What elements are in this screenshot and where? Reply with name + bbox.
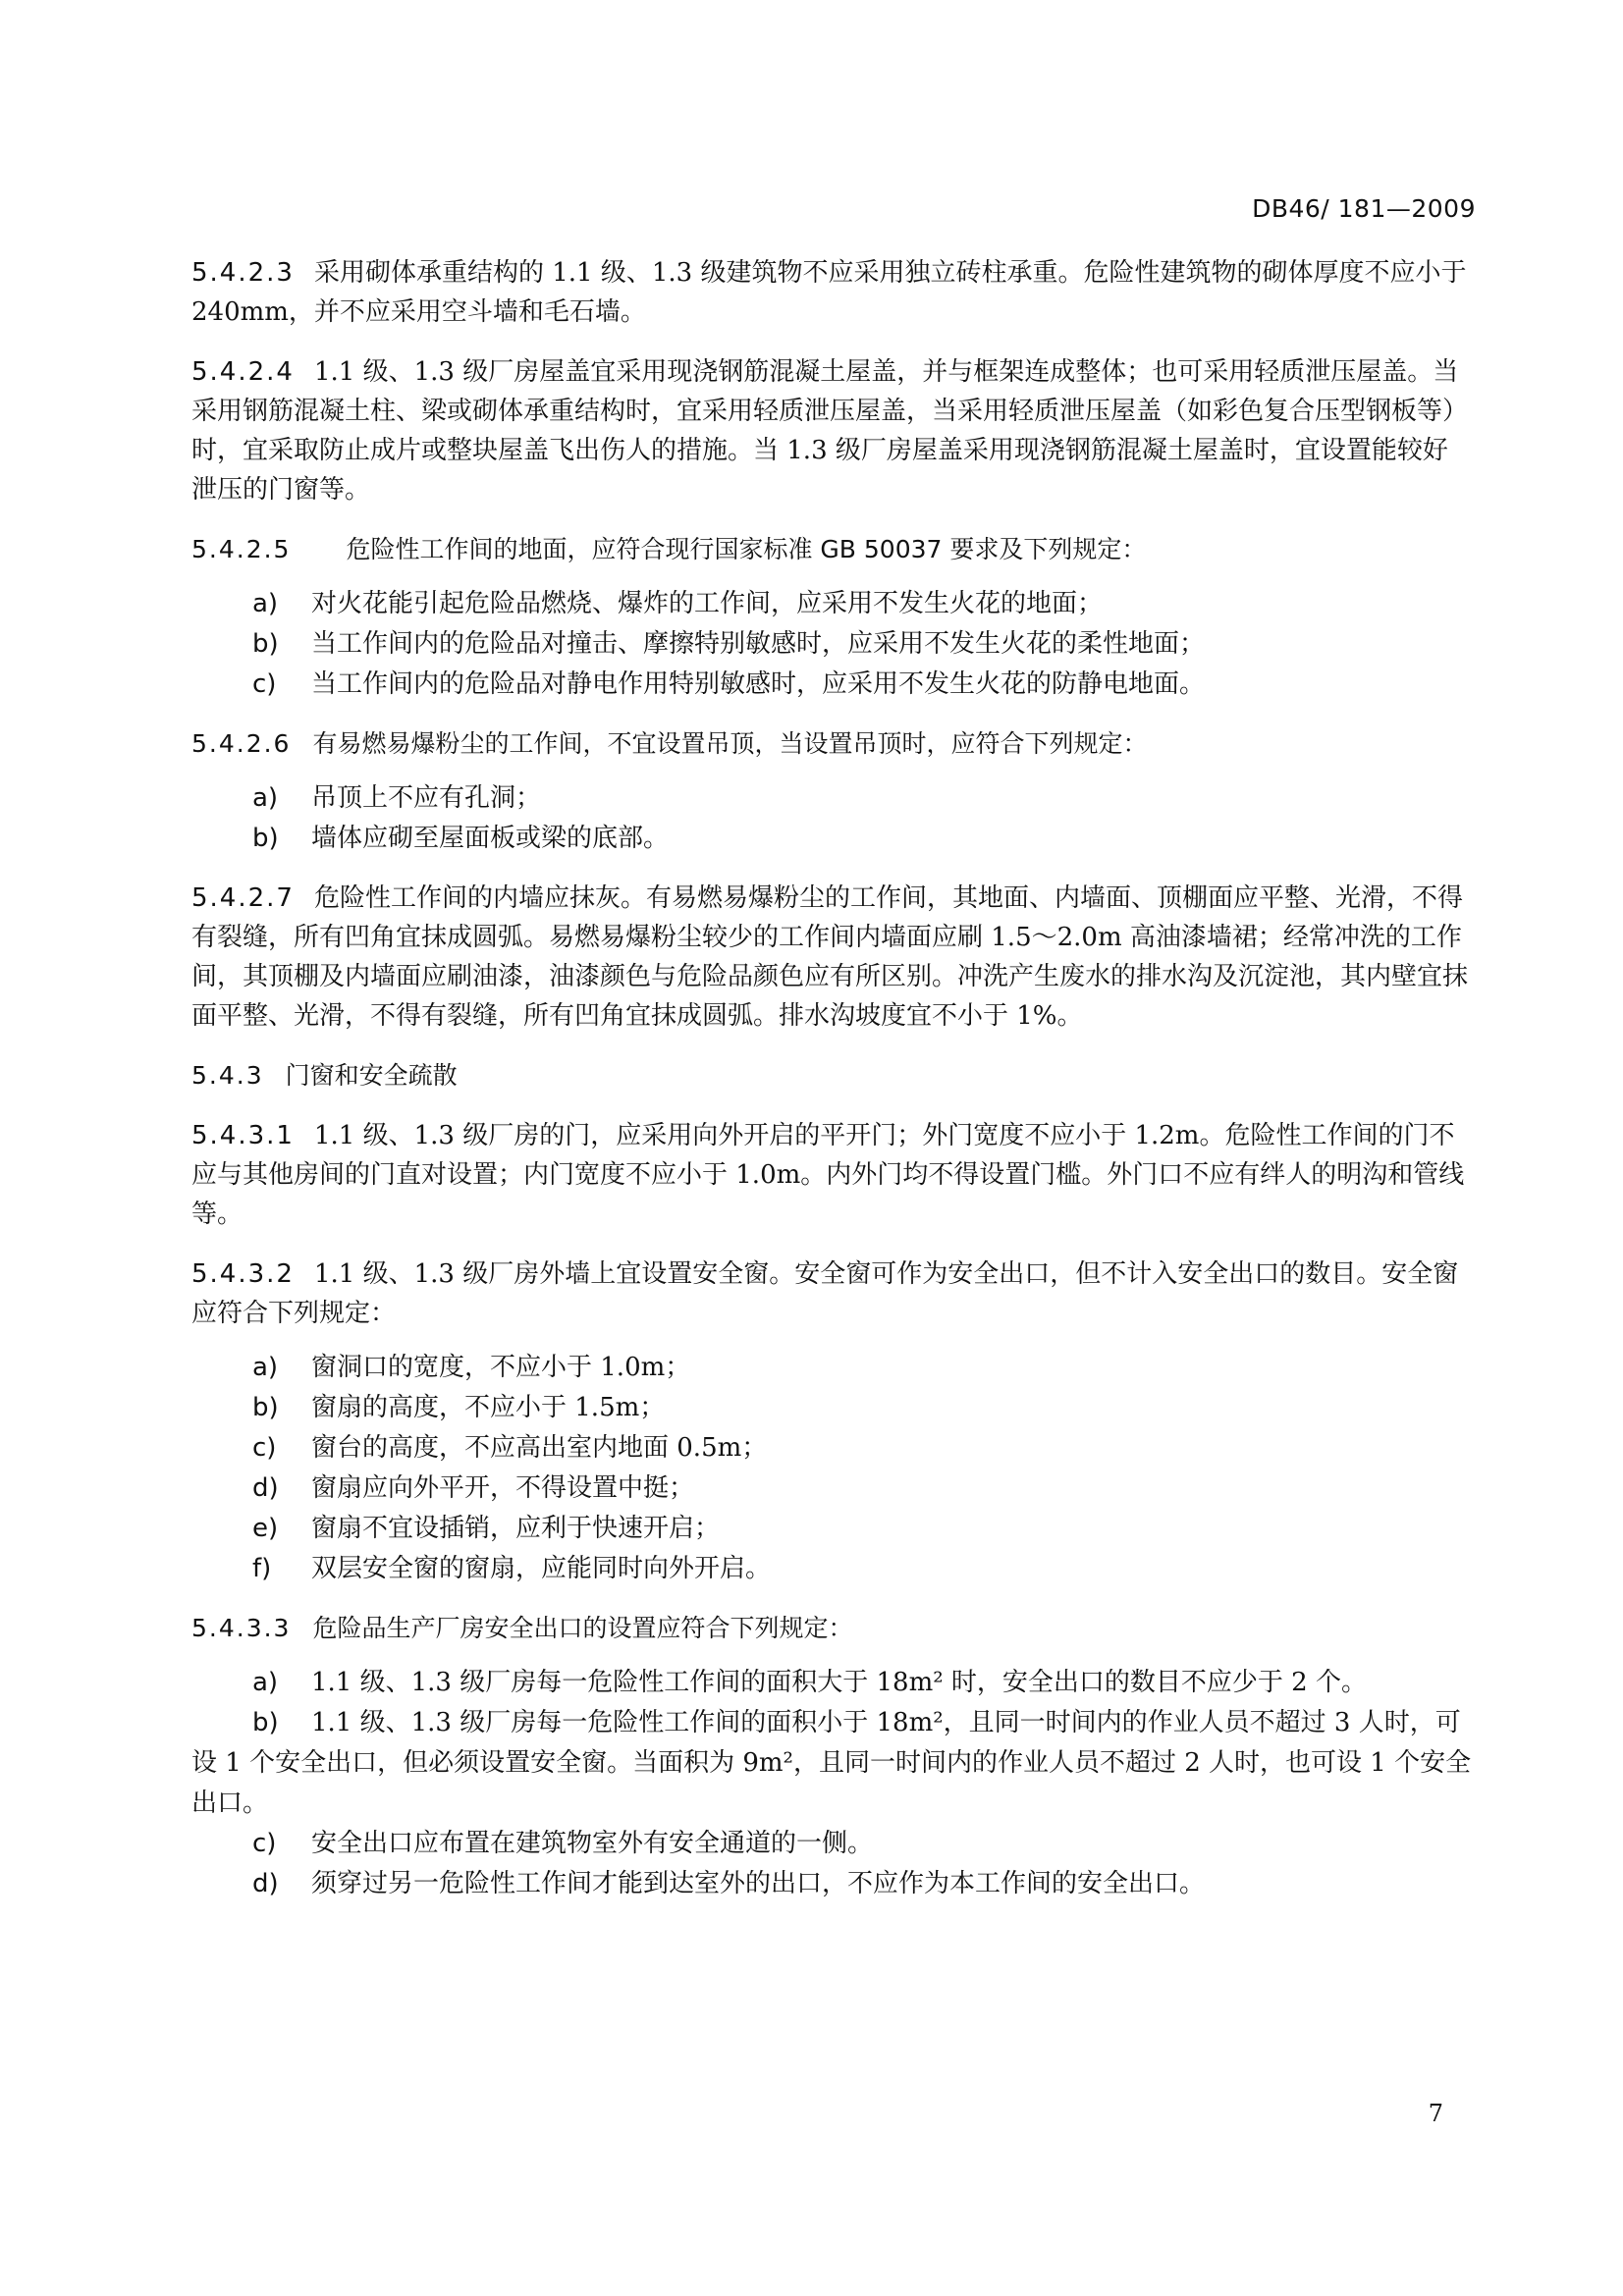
list-item: [191, 1549, 1473, 1589]
clause-5-4-2-7: [191, 879, 1473, 1036]
clause-text: 危险性工作间的地面，应符合现行国家标准 GB 50037 要求及下列规定：: [346, 535, 1147, 563]
item-label: c): [252, 1433, 277, 1463]
item-text: 1.1 级、1.3 级厂房每一危险性工作间的面积小于 18m²，且同一时间内的作业人员不超过 3 人时，可设 1 个安全出口，但必须设置安全窗。当面积为 9m²，且同一时间内的作业人员不超过 2 人时，也可设 1 个安全出口。: [191, 1708, 1472, 1818]
list-item: [191, 778, 1473, 819]
clause-5-4-2-5: [191, 530, 1473, 569]
section-number: 5.4.3: [191, 1061, 264, 1090]
item-text: 1.1 级、1.3 级厂房每一危险性工作间的面积大于 18m² 时，安全出口的数目不应少于 2 个。: [311, 1668, 1367, 1697]
page-content: [191, 253, 1473, 1924]
list-item: [191, 1703, 1473, 1824]
clause-text: 1.1 级、1.3 级厂房外墙上宜设置安全窗。安全窗可作为安全出口，但不计入安全出口的数目。安全窗应符合下列规定：: [191, 1259, 1459, 1328]
item-text: 当工作间内的危险品对撞击、摩擦特别敏感时，应采用不发生火花的柔性地面；: [311, 629, 1206, 659]
item-text: 安全出口应布置在建筑物室外有安全通道的一侧。: [311, 1829, 874, 1858]
clause-number: 5.4.3.3: [191, 1614, 292, 1642]
item-label: f): [252, 1554, 272, 1583]
section-5-4-3: [191, 1056, 1473, 1095]
clause-5-4-2-6: [191, 724, 1473, 764]
list-item: [191, 1428, 1473, 1468]
list-5-4-2-6: [191, 778, 1473, 859]
item-label: a): [252, 1353, 279, 1382]
page-number: 7: [1428, 2100, 1443, 2127]
clause-number: 5.4.2.7: [191, 883, 295, 913]
clause-number: 5.4.3.1: [191, 1121, 295, 1150]
document-code: DB46/ 181—2009: [1252, 194, 1476, 223]
clause-5-4-3-2: [191, 1255, 1473, 1333]
list-item: [191, 1663, 1473, 1703]
item-text: 对火花能引起危险品燃烧、爆炸的工作间，应采用不发生火花的地面；: [311, 589, 1104, 618]
section-title: 门窗和安全疏散: [285, 1061, 458, 1090]
clause-number: 5.4.2.4: [191, 357, 295, 387]
list-5-4-3-3: [191, 1663, 1473, 1904]
item-label: c): [252, 669, 277, 699]
list-item: [191, 1864, 1473, 1904]
list-item: [191, 819, 1473, 859]
clause-number: 5.4.3.2: [191, 1259, 295, 1289]
list-item: [191, 1509, 1473, 1549]
clause-5-4-3-3: [191, 1609, 1473, 1648]
item-label: e): [252, 1514, 279, 1543]
item-text: 窗扇的高度，不应小于 1.5m；: [311, 1393, 666, 1422]
list-item: [191, 665, 1473, 705]
clause-number: 5.4.2.3: [191, 258, 295, 288]
clause-text: 危险品生产厂房安全出口的设置应符合下列规定：: [312, 1614, 853, 1642]
clause-5-4-2-4: [191, 352, 1473, 509]
item-text: 窗台的高度，不应高出室内地面 0.5m；: [311, 1433, 768, 1463]
clause-text: 采用砌体承重结构的 1.1 级、1.3 级建筑物不应采用独立砖柱承重。危险性建筑物的砌体厚度不应小于 240mm，并不应采用空斗墙和毛石墙。: [191, 258, 1467, 327]
list-item: [191, 624, 1473, 665]
item-label: d): [252, 1869, 279, 1898]
item-label: a): [252, 1668, 279, 1697]
item-text: 吊顶上不应有孔洞；: [311, 783, 542, 813]
list-item: [191, 1824, 1473, 1864]
item-label: b): [252, 1708, 279, 1737]
item-text: 窗扇应向外平开，不得设置中挺；: [311, 1473, 695, 1503]
clause-number: 5.4.2.5: [191, 535, 292, 563]
clause-5-4-2-3: [191, 253, 1473, 332]
clause-text: 危险性工作间的内墙应抹灰。有易燃易爆粉尘的工作间，其地面、内墙面、顶棚面应平整、光滑，不得有裂缝，所有凹角宜抹成圆弧。易燃易爆粉尘较少的工作间内墙面应刷 1.5～2.0m 高油漆墙裙；经常冲洗的工作间，其顶棚及内墙面应刷油漆，油漆颜色与危险品颜色应有所区别。冲洗产生废水的排水沟及沉淀池，其内壁宜抹面平整、光滑，不得有裂缝，所有凹角宜抹成圆弧。排水沟坡度宜不小于 1%。: [191, 883, 1469, 1031]
clause-number: 5.4.2.6: [191, 729, 292, 758]
item-label: b): [252, 629, 279, 659]
list-5-4-2-5: [191, 584, 1473, 705]
clause-text: 有易燃易爆粉尘的工作间，不宜设置吊顶，当设置吊顶时，应符合下列规定：: [312, 729, 1148, 758]
list-item: [191, 1348, 1473, 1388]
item-label: a): [252, 589, 279, 618]
item-label: c): [252, 1829, 277, 1858]
list-item: [191, 584, 1473, 624]
item-text: 墙体应砌至屋面板或梁的底部。: [311, 824, 670, 853]
list-item: [191, 1388, 1473, 1428]
list-item: [191, 1468, 1473, 1509]
item-label: a): [252, 783, 279, 813]
clause-text: 1.1 级、1.3 级厂房的门，应采用向外开启的平开门；外门宽度不应小于 1.2m。危险性工作间的门不应与其他房间的门直对设置；内门宽度不应小于 1.0m。内外门均不得设置门槛。外门口不应有绊人的明沟和管线等。: [191, 1121, 1465, 1229]
clause-text: 1.1 级、1.3 级厂房屋盖宜采用现浇钢筋混凝土屋盖，并与框架连成整体；也可采用轻质泄压屋盖。当采用钢筋混凝土柱、梁或砌体承重结构时，宜采用轻质泄压屋盖，当采用轻质泄压屋盖（如彩色复合压型钢板等）时，宜采取防止成片或整块屋盖飞出伤人的措施。当 1.3 级厂房屋盖采用现浇钢筋混凝土屋盖时，宜设置能较好泄压的门窗等。: [191, 357, 1469, 505]
item-text: 双层安全窗的窗扇，应能同时向外开启。: [311, 1554, 772, 1583]
item-label: b): [252, 1393, 279, 1422]
item-label: b): [252, 824, 279, 853]
item-text: 当工作间内的危险品对静电作用特别敏感时，应采用不发生火花的防静电地面。: [311, 669, 1206, 699]
item-text: 窗扇不宜设插销，应利于快速开启；: [311, 1514, 721, 1543]
clause-5-4-3-1: [191, 1116, 1473, 1234]
list-5-4-3-2: [191, 1348, 1473, 1589]
item-label: d): [252, 1473, 279, 1503]
item-text: 窗洞口的宽度，不应小于 1.0m；: [311, 1353, 691, 1382]
item-text: 须穿过另一危险性工作间才能到达室外的出口，不应作为本工作间的安全出口。: [311, 1869, 1206, 1898]
